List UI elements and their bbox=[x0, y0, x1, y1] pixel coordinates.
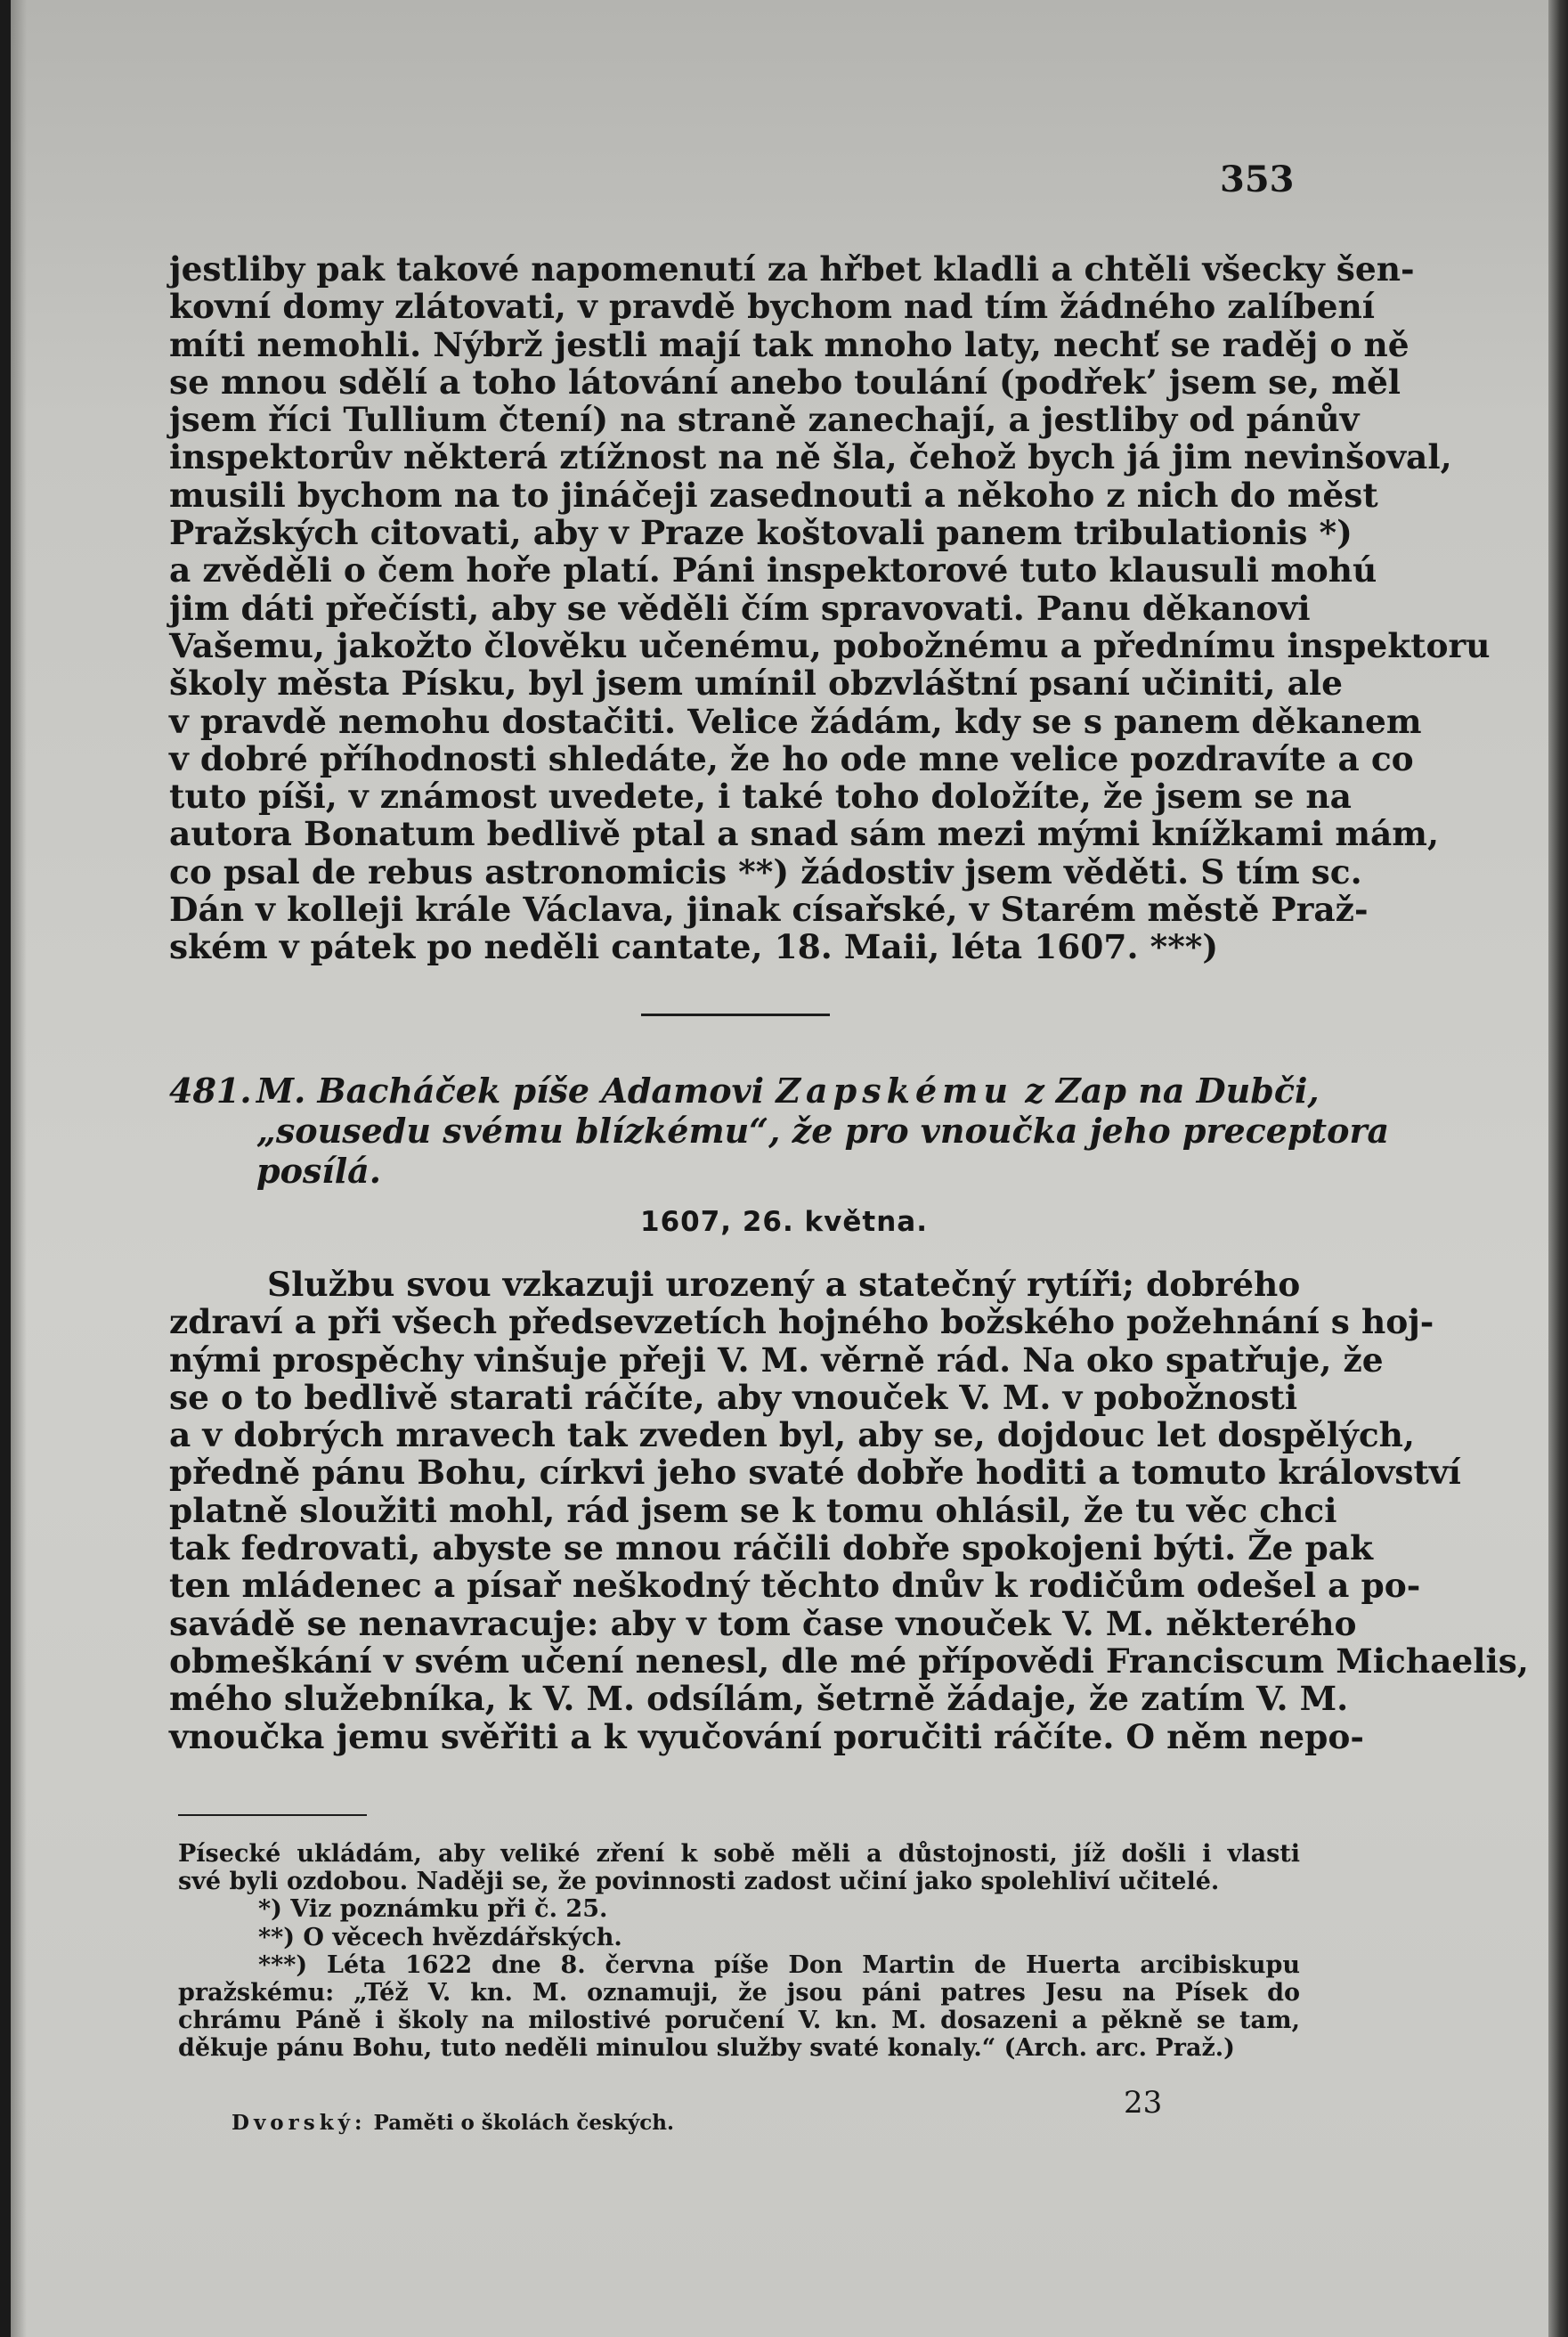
text-line: školy města Písku, byl jsem umínil obzvláštní psaní učiniti, ale bbox=[169, 664, 1344, 704]
text-line: nými prospěchy vinšuje přeji V. M. věrně rád. Na oko spatřuje, že bbox=[169, 1340, 1384, 1380]
text-line: Vašemu, jakožto člověku učenému, pobožnému a přednímu inspektoru bbox=[169, 625, 1491, 665]
running-footer bbox=[232, 2111, 674, 2135]
text-line: Pražských citovati, aby v Praze koštovali panem tribulationis *) bbox=[169, 513, 1353, 553]
footnote-line: pražskému: „Též V. kn. M. oznamuji, že jsou páni patres Jesu na Písek do bbox=[178, 1979, 1300, 2007]
text-line: se o to bedlivě starati ráčíte, aby vnouček V. M. v pobožnosti bbox=[169, 1377, 1298, 1417]
heading-line: „sousedu svému blízkému“, že pro vnoučka jeho preceptora bbox=[256, 1111, 1390, 1151]
text-line: inspektorův některá ztížnost na ně šla, čehož bych já jim nevinšoval, bbox=[169, 437, 1452, 477]
text-line: zdraví a při všech předsevzetích hojného božského požehnání s hoj- bbox=[169, 1302, 1434, 1342]
text-line: savádě se nenavracuje: aby v tom čase vnouček V. M. některého bbox=[169, 1603, 1357, 1643]
page-edge-right bbox=[1548, 0, 1568, 2337]
heading-name: Zapskému bbox=[776, 1071, 1013, 1111]
text-line: ském v pátek po neděli cantate, 18. Maii, léta 1607. ***) bbox=[169, 927, 1219, 967]
printer-signature: 23 bbox=[1124, 2085, 1163, 2121]
page-shadow-left bbox=[11, 0, 27, 2337]
text-line: ten mládenec a písař neškodný těchto dnův k rodičům odešel a po- bbox=[169, 1566, 1421, 1606]
text-line: jim dáti přečísti, aby se věděli čím spravovati. Panu děkanovi bbox=[169, 588, 1311, 628]
text-line: musili bychom na to jináčeji zasednouti a někoho z nich do měst bbox=[169, 475, 1378, 515]
footnote-line: své byli ozdobou. Naději se, že povinnosti zadost učiní jako spolehliví učitelé. bbox=[178, 1868, 1220, 1896]
footnote-line: chrámu Páně i školy na milostivé poručení V. kn. M. dosazeni a pěkně se tam, bbox=[178, 2007, 1300, 2035]
heading-lead: M. Bacháček píše Adamovi bbox=[256, 1071, 765, 1111]
text-line: předně pánu Bohu, církvi jeho svaté dobře hoditi a tomuto království bbox=[169, 1453, 1461, 1493]
text-line: jsem říci Tullium čtení) na straně zanechají, a jestliby od pánův bbox=[169, 400, 1360, 440]
text-line: tuto píši, v známost uvedete, i také toho doložíte, že jsem se na bbox=[169, 777, 1352, 817]
text-line: obmeškání v svém učení nenesl, dle mé přípovědi Franciscum Michaelis, bbox=[169, 1641, 1529, 1681]
heading-rest: z Zap na Dubči, bbox=[1025, 1071, 1320, 1111]
letter-number: 481. bbox=[169, 1071, 252, 1111]
continued-paragraph bbox=[169, 249, 1491, 967]
text-line: a v dobrých mravech tak zveden byl, aby se, dojdouc let dospělých, bbox=[169, 1415, 1415, 1455]
letter-body bbox=[169, 1265, 1529, 1756]
text-line: autora Bonatum bedlivě ptal a snad sám mezi mými knížkami mám, bbox=[169, 814, 1440, 854]
text-line: tak fedrovati, abyste se mnou ráčili dobře spokojeni býti. Že pak bbox=[169, 1528, 1373, 1568]
heading-line: posílá. bbox=[256, 1151, 382, 1191]
text-line: kovní domy zlátovati, v pravdě bychom nad tím žádného zalíbení bbox=[169, 287, 1376, 327]
footnote-line: děkuje pánu Bohu, tuto neděli minulou služby svaté konaly.“ (Arch. arc. Praž.) bbox=[178, 2034, 1235, 2063]
footnotes bbox=[178, 1840, 1300, 2063]
text-line: Službu svou vzkazuji urozený a statečný rytíři; dobrého bbox=[267, 1265, 1301, 1304]
text-line: v pravdě nemohu dostačiti. Velice žádám, kdy se s panem děkanem bbox=[169, 701, 1422, 741]
footer-title: Paměti o školách českých. bbox=[373, 2111, 675, 2135]
text-line: míti nemohli. Nýbrž jestli mají tak mnoho laty, nechť se raděj o ně bbox=[169, 324, 1410, 364]
footnote-line: **) O věcech hvězdářských. bbox=[258, 1923, 622, 1951]
footer-author: Dvorský: bbox=[232, 2111, 367, 2135]
text-line: Dán v kolleji krále Václava, jinak císařské, v Starém městě Praž- bbox=[169, 890, 1369, 930]
text-line: a zvěděli o čem hoře platí. Páni inspektorové tuto klausuli mohú bbox=[169, 550, 1377, 590]
footnote-divider bbox=[178, 1814, 367, 1816]
page-number: 353 bbox=[1220, 159, 1295, 200]
footnote-line: *) Viz poznámku při č. 25. bbox=[258, 1895, 608, 1924]
text-line: co psal de rebus astronomicis **) žádostiv jsem věděti. S tím sc. bbox=[169, 851, 1362, 892]
footnote-line: ***) Léta 1622 dne 8. června píše Don Martin de Huerta arcibiskupu bbox=[258, 1950, 1300, 1979]
letter-date: 1607, 26. května. bbox=[640, 1206, 928, 1238]
footnote-line: Písecké ukládám, aby veliké zření k sobě měli a důstojnosti, jíž došli i vlasti bbox=[178, 1840, 1300, 1868]
text-line: jestliby pak takové napomenutí za hřbet kladli a chtěli všecky šen- bbox=[169, 249, 1415, 289]
text-line: vnoučka jemu svěřiti a k vyučování poručiti ráčíte. O něm nepo- bbox=[169, 1716, 1364, 1756]
text-line: platně sloužiti mohl, rád jsem se k tomu ohlásil, že tu věc chci bbox=[169, 1490, 1337, 1530]
text-line: v dobré příhodnosti shledáte, že ho ode mne velice pozdravíte a co bbox=[169, 738, 1414, 778]
text-line: se mnou sdělí a toho látování anebo toulání (podřek’ jsem se, měl bbox=[169, 362, 1401, 402]
text-line: mého služebníka, k V. M. odsílám, šetrně žádaje, že zatím V. M. bbox=[169, 1679, 1349, 1719]
letter-heading bbox=[169, 1071, 1390, 1191]
section-divider bbox=[641, 1014, 830, 1016]
page-edge-left bbox=[0, 0, 11, 2337]
